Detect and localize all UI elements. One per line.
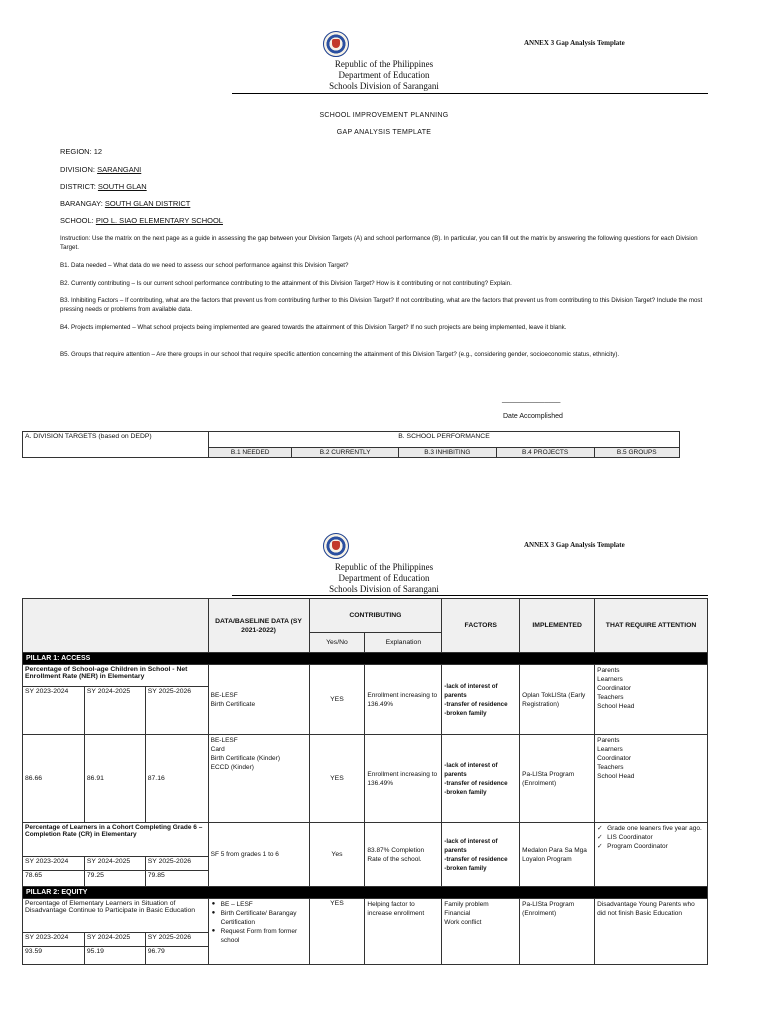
- col-division-targets: A. DIVISION TARGETS (based on DEDP): [23, 432, 209, 458]
- target-3-groups: Disadvantage Young Parents who did not finish Basic Education: [595, 899, 708, 965]
- target-3-explanation: Helping factor to increase enrollment: [365, 899, 442, 965]
- header-factors: FACTORS: [442, 599, 520, 653]
- target-3-yesno: YES: [309, 899, 365, 965]
- letterhead-line2: Department of Education: [338, 70, 430, 80]
- target-2-project: Medalon Para Sa Mga Loyalon Program: [520, 823, 595, 887]
- field-region: [60, 147, 102, 156]
- target-1-row1-groups: Parents Learners Coordinator Teachers School Head: [595, 665, 708, 735]
- date-accomplished-label: Date Accomplished: [503, 413, 563, 420]
- target-3-project: Pa-LISta Program (Enrolment): [520, 899, 595, 965]
- district-label: DISTRICT:: [60, 182, 98, 191]
- annex-label-2: ANNEX 3 Gap Analysis Template: [524, 541, 625, 549]
- target-1-row2-factors: -lack of interest of parents -transfer of residence -broken family: [442, 735, 520, 823]
- letterhead-divider-2: [232, 595, 708, 596]
- target-1-year-3: SY 2025-2026: [145, 687, 208, 735]
- target-1-row2-data: BE-LESF Card Birth Certificate (Kinder) ECCD (Kinder): [208, 735, 309, 823]
- header-yes-no: Yes/No: [309, 633, 365, 653]
- barangay-value: SOUTH GLAN DISTRICT: [104, 199, 191, 208]
- col-b3-inhibiting: B.3 INHIBITING: [398, 448, 496, 458]
- target-1-title-row: [23, 665, 708, 687]
- target-2-value-2: 79.25: [84, 871, 145, 887]
- target-1-row1-project: Oplan TokLISta (Early Registration): [520, 665, 595, 735]
- pillar-1-label: PILLAR 1: ACCESS: [23, 653, 708, 665]
- letterhead-2: [0, 562, 768, 595]
- target-2-data: SF 5 from grades 1 to 6: [208, 823, 309, 887]
- target-2-value-1: 78.65: [23, 871, 85, 887]
- target-3-value-3: 96.79: [145, 947, 208, 965]
- letterhead-line2: Department of Education: [338, 573, 430, 583]
- doc-title-2: GAP ANALYSIS TEMPLATE: [336, 129, 432, 136]
- instruction-b5: B5. Groups that require attention – Are there groups in our school that require specific attention concerning the attainment of this Division Target? (e.g., considering gender, socioeconomic status, ethnicity).: [60, 351, 620, 358]
- deped-seal-icon-2: [323, 533, 349, 559]
- header-data-baseline: DATA/BASELINE DATA (SY 2021-2022): [208, 599, 309, 653]
- deped-seal-icon: [323, 31, 349, 57]
- target-2-title: Percentage of Learners in a Cohort Completing Grade 6 – Completion Rate (CR) in Elementary: [23, 823, 209, 857]
- target-3-value-2: 95.19: [84, 947, 145, 965]
- target-1-value-3: 87.16: [145, 735, 208, 823]
- target-2-explanation: 83.87% Completion Rate of the school.: [365, 823, 442, 887]
- header-attention: THAT REQUIRE ATTENTION: [595, 599, 708, 653]
- signature-line: _______________: [502, 396, 561, 403]
- pillar-2-label: PILLAR 2: EQUITY: [23, 887, 708, 899]
- target-1-value-2: 86.91: [84, 735, 145, 823]
- target-1-row1-factors: -lack of interest of parents -transfer of residence -broken family: [442, 665, 520, 735]
- target-3-year-2: SY 2024-2025: [84, 933, 145, 947]
- region-label: REGION:: [60, 147, 94, 156]
- target-1-value-1: 86.66: [23, 735, 85, 823]
- letterhead-line3: Schools Division of Sarangani: [329, 81, 439, 91]
- target-3-year-3: SY 2025-2026: [145, 933, 208, 947]
- target-3-year-1: SY 2023-2024: [23, 933, 85, 947]
- page1-target-header-table: [22, 431, 680, 458]
- letterhead: [0, 59, 768, 92]
- target-1-title: Percentage of School-age Children in School - Net Enrollment Rate (NER) in Elementary: [23, 665, 209, 687]
- division-label: DIVISION:: [60, 165, 98, 174]
- instruction-b3: B3. Inhibiting Factors – If contributing, what are the factors that prevent us from contributing further to this Division Target? If not contributing, what are the factors that prevent us from contributing to this Division Target? Include the most pressing needs or problems from available data.: [60, 297, 703, 313]
- region-value: 12: [93, 147, 103, 156]
- col-b5-groups: B.5 GROUPS: [594, 448, 679, 458]
- header-implemented: IMPLEMENTED: [520, 599, 595, 653]
- col-school-performance: B. SCHOOL PERFORMANCE: [209, 432, 680, 448]
- target-3-factors: Family problem Financial Work conflict: [442, 899, 520, 965]
- col-b4-projects: B.4 PROJECTS: [496, 448, 594, 458]
- target-3-title-row: [23, 899, 708, 933]
- gap-analysis-table: [22, 598, 708, 965]
- field-district: [60, 182, 147, 191]
- target-1-row2-project: Pa-LISta Program (Enrolment): [520, 735, 595, 823]
- instruction-b2: B2. Currently contributing – Is our current school performance contributing to the attainment of this Division Target? How is it contributing or not contributing? Explain.: [60, 280, 512, 287]
- annex-label: ANNEX 3 Gap Analysis Template: [524, 39, 625, 47]
- target-3-title: Percentage of Elementary Learners in Situation of Disadvantage Continue to Participate in Basic Education: [23, 899, 209, 933]
- target-1-row1-explanation: Enrollment increasing to 136.49%: [365, 665, 442, 735]
- instruction-paragraph: Instruction: Use the matrix on the next page as a guide in assessing the gap between your Division Targets (A) and school performance (B). In particular, you can fill out the matrix by answering the following questions for each Division Target.: [60, 235, 698, 251]
- target-2-value-3: 79.85: [145, 871, 208, 887]
- header-explanation: Explanation: [365, 633, 442, 653]
- target-2-year-2: SY 2024-2025: [84, 857, 145, 871]
- target-1-row2-explanation: Enrollment increasing to 136.49%: [365, 735, 442, 823]
- division-value: SARANGANI: [97, 165, 142, 174]
- field-school: [60, 216, 223, 225]
- field-division: [60, 165, 141, 174]
- target-2-year-3: SY 2025-2026: [145, 857, 208, 871]
- target-1-row1-yesno: YES: [309, 665, 365, 735]
- target-2-year-1: SY 2023-2024: [23, 857, 85, 871]
- letterhead-divider: [232, 93, 708, 94]
- target-1-values-row: [23, 735, 708, 823]
- pillar-2-row: [23, 887, 708, 899]
- target-2-yesno: Yes: [309, 823, 365, 887]
- letterhead-line1: Republic of the Philippines: [334, 59, 434, 69]
- col-b1-needed: B.1 NEEDED: [209, 448, 292, 458]
- header-blank: [23, 599, 209, 653]
- target-2-groups: ✓ Grade one leaners five year ago. ✓ LIS Coordinator ✓ Program Coordinator: [595, 823, 708, 887]
- pillar-1-row: [23, 653, 708, 665]
- target-1-year-2: SY 2024-2025: [84, 687, 145, 735]
- instruction-b4: B4. Projects implemented – What school projects being implemented are geared towards the attainment of this Division Target? If no such projects are being implemented, leave it blank.: [60, 324, 567, 331]
- district-value: SOUTH GLAN: [97, 182, 147, 191]
- letterhead-line3: Schools Division of Sarangani: [329, 584, 439, 594]
- target-1-row1-data: BE-LESF Birth Certificate: [208, 665, 309, 735]
- header-contributing: CONTRIBUTING: [309, 599, 442, 633]
- target-3-value-1: 93.59: [23, 947, 85, 965]
- instruction-b1: B1. Data needed – What data do we need to assess our school performance against this Division Target?: [60, 262, 349, 269]
- target-1-year-1: SY 2023-2024: [23, 687, 85, 735]
- field-barangay: [60, 199, 190, 208]
- target-1-row2-groups: Parents Learners Coordinator Teachers School Head: [595, 735, 708, 823]
- doc-title-1: SCHOOL IMPROVEMENT PLANNING: [319, 112, 449, 119]
- target-2-title-row: [23, 823, 708, 857]
- target-1-row2-yesno: YES: [309, 735, 365, 823]
- barangay-label: BARANGAY:: [60, 199, 105, 208]
- target-2-factors: -lack of interest of parents -transfer of residence -broken family: [442, 823, 520, 887]
- target-3-data: ● BE – LESF ● Birth Certificate/ Barangay Certification ● Request Form from former school: [208, 899, 309, 965]
- letterhead-line1: Republic of the Philippines: [334, 562, 434, 572]
- school-label: SCHOOL:: [60, 216, 96, 225]
- school-value: PIO L. SIAO ELEMENTARY SCHOOL: [95, 216, 223, 225]
- col-b2-currently: B.2 CURRENTLY: [292, 448, 399, 458]
